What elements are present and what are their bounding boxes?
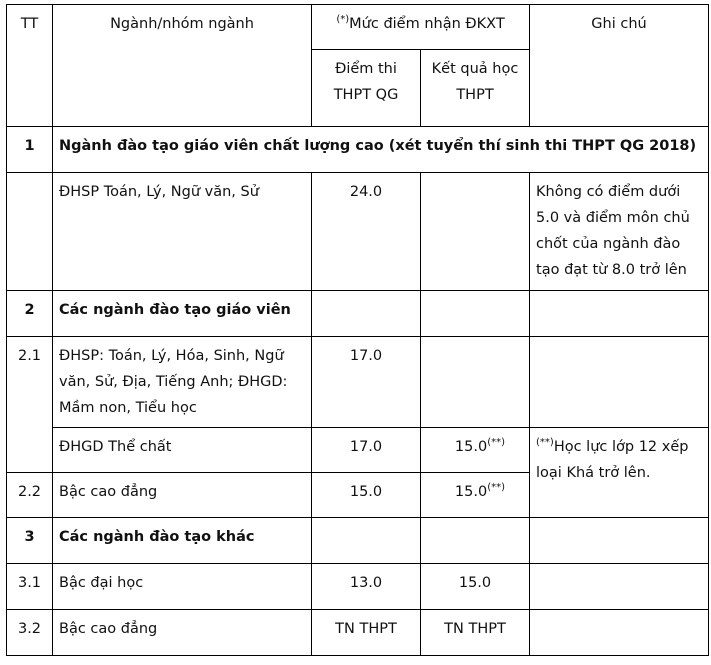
row-2-1b-nganh: ĐHGD Thể chất	[53, 428, 312, 473]
group-1-tt: 1	[7, 127, 53, 173]
group-row-2	[7, 291, 709, 337]
row-2-2-nganh: Bậc cao đẳng	[53, 473, 312, 518]
row-2-1b-ket-qua-value: 15.0	[454, 439, 488, 455]
group-3-empty-3	[530, 518, 709, 564]
table-row	[7, 428, 709, 473]
row-2-1a-ket-qua	[421, 337, 530, 428]
header-row-1	[7, 5, 709, 50]
row-2-1b-ket-qua-marker: (**)	[487, 437, 506, 449]
group-2-empty-1	[312, 291, 421, 337]
note-2-marker: (**)	[536, 437, 554, 449]
row-1-diem-thi: 24.0	[312, 173, 421, 291]
row-3-2-diem-thi: TN THPT	[312, 610, 421, 656]
group-3-empty-2	[421, 518, 530, 564]
row-3-1-ghi-chu	[530, 564, 709, 610]
row-3-1-ket-qua: 15.0	[421, 564, 530, 610]
note-2-ghi-chu	[530, 428, 709, 518]
row-2-1b-diem-thi: 17.0	[312, 428, 421, 473]
group-3-tt: 3	[7, 518, 53, 564]
row-2-2-tt: 2.2	[7, 473, 53, 518]
row-1-tt	[7, 173, 53, 291]
group-2-empty-2	[421, 291, 530, 337]
group-2-tt: 2	[7, 291, 53, 337]
row-3-2-nganh: Bậc cao đẳng	[53, 610, 312, 656]
group-row-1	[7, 127, 709, 173]
table-row	[7, 337, 709, 428]
row-3-2-ghi-chu	[530, 610, 709, 656]
row-2-1b-ket-qua	[421, 428, 530, 473]
header-muc-diem-marker: (*)	[336, 14, 350, 26]
header-nganh: Ngành/nhóm ngành	[53, 5, 312, 127]
group-3-empty-1	[312, 518, 421, 564]
row-3-1-tt: 3.1	[7, 564, 53, 610]
row-2-2-diem-thi: 15.0	[312, 473, 421, 518]
row-2-1a-diem-thi: 17.0	[312, 337, 421, 428]
header-diem-thi: Điểm thi THPT QG	[312, 50, 421, 127]
row-1-ghi-chu: Không có điểm dưới 5.0 và điểm môn chủ chốt của ngành đào tạo đạt từ 8.0 trở lên	[530, 173, 709, 291]
header-muc-diem	[312, 5, 530, 50]
header-ghi-chu: Ghi chú	[530, 5, 709, 127]
row-2-1a-ghi-chu	[530, 337, 709, 428]
table-row	[7, 564, 709, 610]
header-tt: TT	[7, 5, 53, 127]
row-2-1-tt: 2.1	[7, 337, 53, 473]
group-2-title: Các ngành đào tạo giáo viên	[53, 291, 312, 337]
row-2-1a-nganh: ĐHSP: Toán, Lý, Hóa, Sinh, Ngữ văn, Sử, Địa, Tiếng Anh; ĐHGD: Mầm non, Tiểu học	[53, 337, 312, 428]
group-1-title: Ngành đào tạo giáo viên chất lượng cao (xét tuyển thí sinh thi THPT QG 2018)	[53, 127, 709, 173]
row-2-2-ket-qua-value: 15.0	[454, 484, 488, 500]
row-3-1-nganh: Bậc đại học	[53, 564, 312, 610]
row-2-2-ket-qua	[421, 473, 530, 518]
header-ket-qua: Kết quả học THPT	[421, 50, 530, 127]
table-row	[7, 610, 709, 656]
row-1-nganh: ĐHSP Toán, Lý, Ngữ văn, Sử	[53, 173, 312, 291]
row-3-2-ket-qua: TN THPT	[421, 610, 530, 656]
table-row	[7, 173, 709, 291]
row-3-1-diem-thi: 13.0	[312, 564, 421, 610]
group-3-title: Các ngành đào tạo khác	[53, 518, 312, 564]
note-2-text: Học lực lớp 12 xếp loại Khá trở lên.	[536, 439, 689, 481]
header-muc-diem-label: Mức điểm nhận ĐKXT	[349, 16, 505, 32]
row-3-2-tt: 3.2	[7, 610, 53, 656]
group-row-3	[7, 518, 709, 564]
row-2-2-ket-qua-marker: (**)	[487, 482, 506, 494]
row-1-ket-qua	[421, 173, 530, 291]
admission-score-table	[6, 4, 709, 656]
group-2-empty-3	[530, 291, 709, 337]
